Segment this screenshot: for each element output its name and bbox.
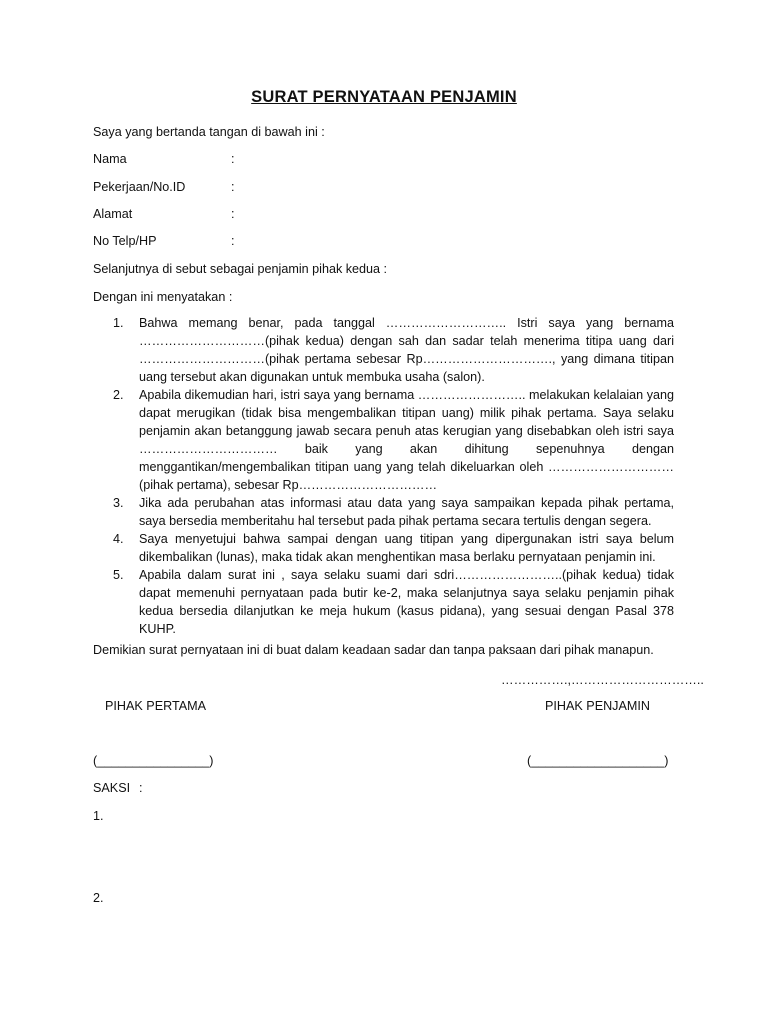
- field-colon: :: [231, 234, 235, 248]
- field-label-alamat: Alamat: [93, 207, 133, 221]
- party-first-label: PIHAK PERTAMA: [105, 699, 207, 713]
- place-date-line: …………….,…………………………..: [501, 673, 704, 687]
- field-label-pekerjaan: Pekerjaan/No.ID: [93, 180, 186, 194]
- field-colon: :: [231, 207, 235, 221]
- declare-text: Dengan ini menyatakan :: [93, 290, 233, 304]
- field-colon: :: [231, 152, 235, 166]
- list-item-text: Jika ada perubahan atas informasi atau data yang saya sampaikan kepada pihak pertama, saya bersedia memberitahu hal tersebut pada pihak pertama secara tertulis dengan segera.: [139, 496, 674, 528]
- list-item-number: 3.: [113, 496, 124, 510]
- list-item: [113, 314, 674, 386]
- witness-colon: :: [139, 781, 143, 795]
- document-title: SURAT PERNYATAAN PENJAMIN: [251, 88, 517, 106]
- list-item-text: Saya menyetujui bahwa sampai dengan uang titipan yang dipergunakan istri saya belum dikembalikan (lunas), maka tidak akan menghentikan masa berlaku pernyataan penjamin ini.: [139, 532, 674, 564]
- field-colon: :: [231, 180, 235, 194]
- witness-label: SAKSI: [93, 781, 131, 795]
- intro-text: Saya yang bertanda tangan di bawah ini :: [93, 125, 325, 139]
- list-item: [113, 530, 674, 566]
- field-label-telp: No Telp/HP: [93, 234, 157, 248]
- list-item-text: Apabila dalam surat ini , saya selaku suami dari sdri……………………..(pihak kedua) tidak dapat memenuhi pernyataan pada butir ke-2, maka selanjutnya saya selaku penjamin pihak kedua bersedia dilanjutkan ke meja hukum (kasus pidana), yang sesuai dengan Pasal 378 KUHP.: [139, 568, 674, 636]
- signature-line-first: (________________): [93, 754, 214, 768]
- list-item-text: Bahwa memang benar, pada tanggal ……………………….. Istri saya yang bernama …………………………(pihak kedua) dengan sah dan sadar telah menerima titipa uang dari …………………………(pihak pertama sebesar Rp…………………………., yang dimana titipan uang tersebut akan digunakan untuk membuka usaha (salon).: [139, 316, 674, 384]
- list-item-number: 5.: [113, 568, 124, 582]
- after-fields-text: Selanjutnya di sebut sebagai penjamin pihak kedua :: [93, 262, 388, 276]
- statement-list: [113, 314, 674, 638]
- party-guarantor-label: PIHAK PENJAMIN: [545, 699, 650, 713]
- list-item-number: 4.: [113, 532, 124, 546]
- list-item: [113, 494, 674, 530]
- signature-line-guarantor: (___________________): [527, 754, 669, 768]
- witness-1-number: 1.: [93, 809, 104, 823]
- field-label-nama: Nama: [93, 152, 127, 166]
- closing-text: Demikian surat pernyataan ini di buat dalam keadaan sadar dan tanpa paksaan dari pihak manapun.: [93, 643, 654, 657]
- list-item: [113, 386, 674, 494]
- list-item-text: Apabila dikemudian hari, istri saya yang bernama …………………….. melakukan kelalaian yang dapat merugikan (tidak bisa mengembalikan titipan uang) milik pihak pertama. Saya selaku penjamin akan betanggung jawab secara penuh atas kerugian yang disebabkan oleh istri saya …………………………… baik yang akan dihitung sepenuhnya dengan menggantikan/mengembalikan titipan uang yang telah dikeluarkan oleh ………………………… (pihak pertama), sebesar Rp……………………………: [139, 388, 674, 492]
- list-item: [113, 566, 674, 638]
- list-item-number: 1.: [113, 316, 124, 330]
- list-item-number: 2.: [113, 388, 124, 402]
- witness-2-number: 2.: [93, 891, 104, 905]
